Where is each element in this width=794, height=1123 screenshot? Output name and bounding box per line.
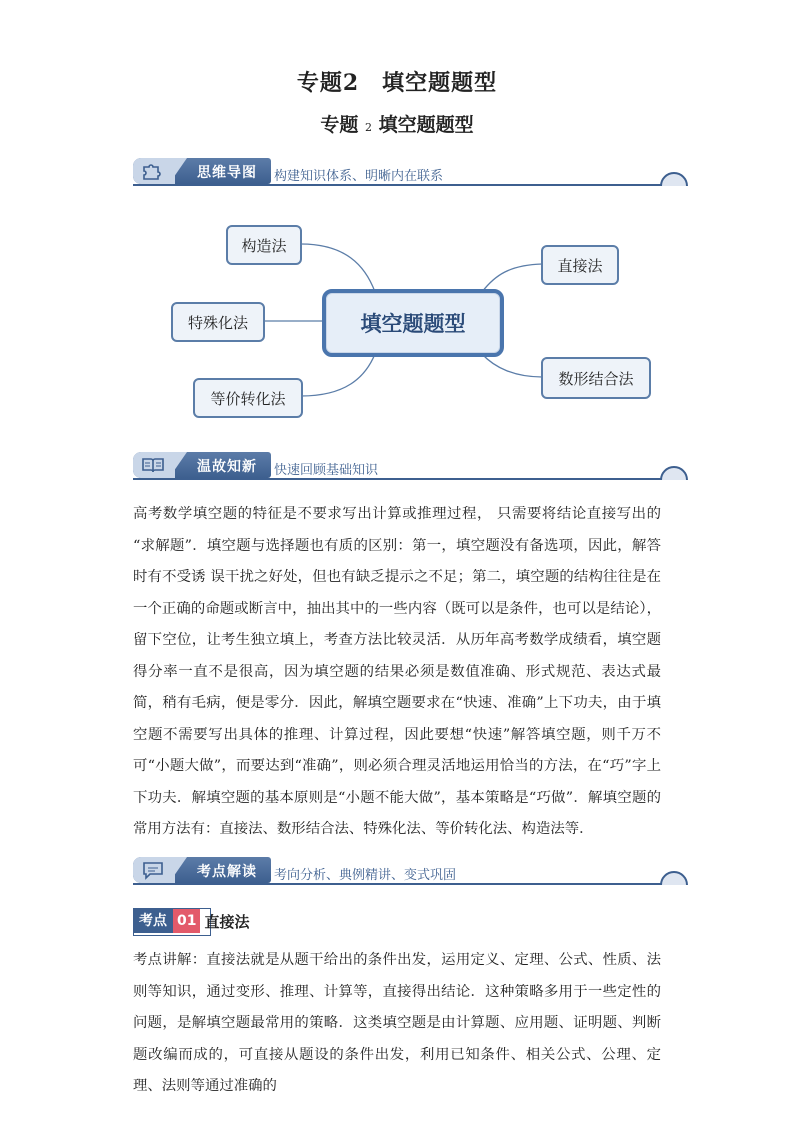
connector-zhijie [482, 264, 542, 292]
banner-kaodian [133, 857, 687, 887]
kaodian-title: 直接法 [204, 912, 250, 931]
banner-subtitle: 构建知识体系、明晰内在联系 [274, 169, 444, 184]
kaodian-text: 考点讲解：直接法就是从题干给出的条件出发，运用定义、定理、公式、性质、法则等知识，通过变形、推理、计算等，直接得出结论．这种策略多用于一些定性的问题，是解填空题最常用的策略．这类填空题是由计算题、应用题、证明题、判断题改编而成的，可直接从题设的条件出发，利用已知条件、相关公式、公理、定理、法则等通过准确的 [133, 952, 661, 1094]
banner-subtitle: 考向分析、典例精讲、变式巩固 [274, 868, 457, 883]
banner-review [133, 452, 687, 482]
banner-label: 思维导图 [197, 165, 257, 181]
banner-notch [169, 452, 187, 478]
review-paragraph: 高考数学填空题的特征是不要求写出计算或推理过程， 只需要将结论直接写出的 “求解题”．填空题与选择题也有质的区别：第一，填空题没有备选项，因此，解答时有不受诱 误干扰之好处，但也有缺乏提示之不足；第二，填空题的结构往往是在一个正确的命题或断言中，抽出其中的一些内容（既可以是条件，也可以是结论），留下空位，让考生独立填上，考查方法比较灵活．从历年高考数学成绩看，填空题得分率一直不是很高，因为填空题的结果必须是数值准确、形式规范、表达式最简，稍有毛病，便是零分．因此，解填空题要求在“快速、准确”上下功夫，由于填空题不需要写出具体的推理、计算过程，因此要想“快速”解答填空题，则千万不可“小题大做”，而要达到“准确”，则必须合理灵活地运用恰当的方法，在“巧”字上下功夫．解填空题的基本原则是“小题不能大做”，基本策略是“巧做”．解填空题的常用方法有：直接法、数形结合法、特殊化法、等价转化法、构造法等． [133, 506, 661, 837]
kaodian-heading [133, 909, 250, 933]
document-title: 专题2 填空题题型 [296, 70, 498, 96]
mindmap-node-dengjia: 等价转化法 [193, 378, 303, 418]
mindmap-node-teshu: 特殊化法 [171, 302, 265, 342]
subtitle-part-a: 专题 [320, 114, 359, 136]
banner-notch [169, 857, 187, 883]
connector-gouzao [301, 244, 375, 292]
subtitle-number: 2 [365, 121, 372, 134]
chat-icon [141, 860, 165, 880]
mindmap-node-gouzao: 构造法 [226, 225, 302, 265]
banner-label: 温故知新 [197, 459, 257, 475]
connector-dengjia [301, 354, 375, 396]
kaodian-number: 01 [173, 909, 200, 933]
banner-rule [133, 478, 687, 480]
mindmap-node-shuxing: 数形结合法 [541, 357, 651, 399]
mindmap-node-zhijie: 直接法 [541, 245, 619, 285]
kaodian-badge: 考点 [133, 909, 173, 933]
mindmap-center-node: 填空题题型 [322, 289, 504, 357]
banner-subtitle: 快速回顾基础知识 [274, 463, 379, 478]
book-icon [141, 455, 165, 475]
banner-label: 考点解读 [197, 864, 257, 880]
banner-rule [133, 883, 687, 885]
subtitle-part-b: 填空题题型 [378, 114, 474, 136]
connector-shuxing [482, 354, 542, 377]
